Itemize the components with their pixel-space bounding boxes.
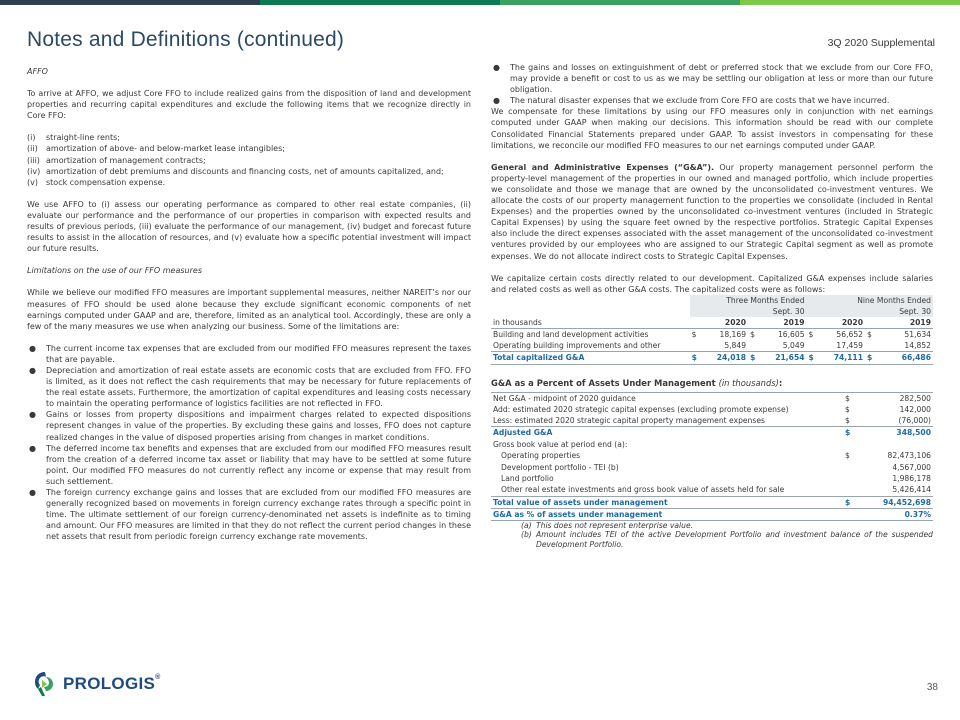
page-number: 38	[926, 682, 938, 693]
table-row: Net G&A - midpoint of 2020 guidance $ 282,500	[493, 393, 931, 403]
affo-intro: To arrive at AFFO, we adjust Core FFO to include realized gains from the disposition of land and development properties and recurring capital expenditures and exclude the following items that we recognize directly in Core FFO:	[27, 89, 471, 121]
ga-heading: General and Administrative Expenses (“G&A”).	[491, 162, 715, 172]
aum-table-title: G&A as a Percent of Assets Under Management (in thousands):	[491, 377, 783, 388]
year-header: 2019	[783, 318, 805, 328]
table-header-row	[491, 306, 933, 317]
top-bar-segment	[0, 0, 260, 5]
list-item: ● The gains and losses on extinguishment of debt or preferred stock that we exclude from our Core FFO, may provide a benefit or cost to us as we may be settling our obligation at less or more than our future obligation.	[493, 63, 933, 95]
footnote: (a) This does not represent enterprise value.	[521, 520, 694, 530]
list-item: ● The natural disaster expenses that we exclude from Core FFO are costs that we have incurred.	[493, 96, 890, 106]
bullet-icon: ●	[29, 443, 36, 453]
table-header-row	[491, 295, 933, 306]
right-bullets	[491, 62, 933, 106]
table-header-row	[491, 317, 933, 329]
table-row: Building and land development activities $ 18,169 $ 16,605 $ 56,652 $ 51,634	[493, 330, 931, 340]
year-header: 2019	[909, 318, 931, 328]
list-item: (i) straight-line rents;	[27, 133, 120, 143]
list-item: ● The deferred income tax benefits and expenses that are excluded from our modified FFO measures result from the creation of a deferred income tax asset or liability that may have to be settled at some future point. Our modified FFO measures do not currently reflect any income or expense that may result from such settlement.	[29, 443, 471, 486]
table-total-row: G&A as % of assets under management 0.37%	[493, 509, 931, 519]
table-row: Add: estimated 2020 strategic capital expenses (excluding promote expense) $ 142,000	[493, 404, 931, 414]
limitations-heading: Limitations on the use of our FFO measures	[27, 266, 202, 276]
page-title: Notes and Definitions (continued)	[27, 28, 345, 51]
bullet-icon: ●	[29, 365, 36, 375]
period-header: Sept. 30	[807, 306, 933, 317]
top-bar-segment	[260, 0, 500, 5]
list-item: ● Depreciation and amortization of real estate assets are economic costs that are excluded from FFO. FFO is limited, as it does not reflect the cash requirements that may be necessary for future replacements of the real estate assets. Furthermore, the amortization of capital expenditures and leasing costs necessary to maintain the operating performance of logistics facilities are not reflected in FFO.	[29, 365, 471, 409]
affo-heading: AFFO	[27, 67, 48, 76]
list-item: ● The foreign currency exchange gains and losses that are excluded from our modified FFO measures are generally recognized based on movements in foreign currency exchange rates through a specific point in time. The ultimate settlement of our foreign currency-denominated net assets is indefinite as to timing and amount. Our FFO measures are limited in that they do not reflect the current period changes in these net assets that result from periodic foreign currency exchange rate movements.	[29, 488, 471, 542]
compensate-paragraph: We compensate for these limitations by using our FFO measures only in conjunction with net earnings computed under GAAP when making our decisions. This information should be read with our complete Consolidated Financial Statements prepared under GAAP. To assist investors in compensating for these limitations, we reconcile our modified FFO measures to our net earnings computed under GAAP.	[491, 107, 933, 150]
supplemental-label: 3Q 2020 Supplemental	[827, 37, 935, 49]
top-bar-segment	[500, 0, 740, 5]
list-item: ● Gains or losses from property dispositions and impairment charges related to expected dispositions represent changes in value of the properties. By excluding these gains and losses, FFO does not capture realized changes in the value of disposed properties arising from changes in market conditions.	[29, 410, 471, 442]
three-months-header: Three Months Ended	[690, 295, 807, 306]
limitations-list	[27, 343, 471, 543]
period-header: Sept. 30	[690, 306, 807, 317]
table-row: Development portfolio - TEI (b) 4,567,000	[501, 462, 931, 472]
prologis-logo	[33, 671, 161, 697]
table-row: Land portfolio 1,986,178	[501, 474, 931, 484]
ga-paragraph	[491, 162, 933, 262]
prologis-logo-icon	[33, 671, 57, 697]
affo-items-list	[27, 132, 471, 187]
table-total-row: Total capitalized G&A $ 24,018 $ 21,654 $ 74,111 $ 66,486	[493, 353, 931, 363]
list-item: (iii) amortization of management contracts;	[27, 155, 206, 165]
year-header: 2020	[841, 318, 863, 328]
table-total-row: Total value of assets under management $ 94,452,698	[493, 497, 931, 507]
logo-wordmark: PROLOGIS®	[63, 674, 161, 693]
bullet-icon: ●	[493, 96, 500, 106]
bullet-icon: ●	[493, 63, 500, 72]
left-column	[27, 66, 471, 542]
aum-table	[491, 392, 933, 521]
list-item: (ii) amortization of above- and below-market lease intangibles;	[27, 144, 285, 154]
year-header: 2020	[724, 318, 747, 328]
unit-label: in thousands	[493, 318, 542, 328]
capitalize-paragraph: We capitalize certain costs directly related to our development. Capitalized G&A expenses include salaries and related costs as well as other G&A costs. The capitalized costs were as follows:	[491, 273, 933, 294]
bullet-icon: ●	[29, 343, 36, 353]
nine-months-header: Nine Months Ended	[807, 295, 933, 306]
table-row: Operating building improvements and other 5,849 5,049 17,459 14,852	[493, 341, 931, 351]
table-row: Operating properties $ 82,473,106	[501, 451, 931, 461]
table-row: Gross book value at period end (a):	[493, 439, 628, 449]
limitations-intro: While we believe our modified FFO measures are important supplemental measures, neither NAREIT’s nor our measures of FFO should be used alone because they exclude significant economic components of net earnings computed under GAAP and are, therefore, limited as an analytical tool. Accordingly, these are only a few of the many measures we use when analyzing our business. Some of the limitations are:	[27, 288, 471, 331]
top-color-bar	[0, 0, 960, 5]
footnote: (b) Amount includes TEI of the active Development Portfolio and investment balance of the suspended Development Portfolio.	[521, 530, 933, 549]
list-item: ● The current income tax expenses that are excluded from our modified FFO measures represent the taxes that are payable.	[29, 343, 471, 364]
list-item: (iv) amortization of debt premiums and discounts and financing costs, net of amounts capitalized, and;	[27, 166, 444, 176]
ga-body: Our property management personnel perform the property-level management of the properties in our owned and managed portfolio, which include properties we consolidate and those we manage that are owned by the unconsolidated co-investment ventures. We allocate the costs of our property management function to the properties we consolidate (included in Rental Expenses) and the properties owned by the unconsolidated co-investment ventures (included in Strategic Capital Expenses) by using the square feet owned by the respective portfolios. Strategic Capital Expenses also include the direct expenses associated with the asset management of the unconsolidated co-investment ventures provided by our employees who are assigned to our Strategic Capital segment as well as promote expenses. We do not allocate indirect costs to Strategic Capital Expenses.	[491, 162, 933, 261]
list-item: (v) stock compensation expense.	[27, 177, 166, 187]
table-total-row: Adjusted G&A $ 348,500	[493, 428, 931, 438]
bullet-icon: ●	[29, 410, 36, 420]
affo-use-paragraph: We use AFFO to (i) assess our operating performance as compared to other real estate companies, (ii) evaluate our performance and the performance of our properties in comparison with expected results and results of previous periods, (iii) evaluate the performance of our management, (iv) budget and forecast future results to assist in the allocation of resources, and (v) evaluate how a specific potential investment will impact our future results.	[27, 199, 471, 254]
top-bar-segment	[740, 0, 960, 5]
right-column	[491, 62, 933, 549]
capitalized-costs-table	[491, 295, 933, 365]
bullet-icon: ●	[29, 488, 36, 497]
table-row: Other real estate investments and gross book value of assets held for sale 5,426,414	[501, 485, 931, 495]
table-row: Less: estimated 2020 strategic capital property management expenses $ (76,000)	[493, 416, 931, 426]
